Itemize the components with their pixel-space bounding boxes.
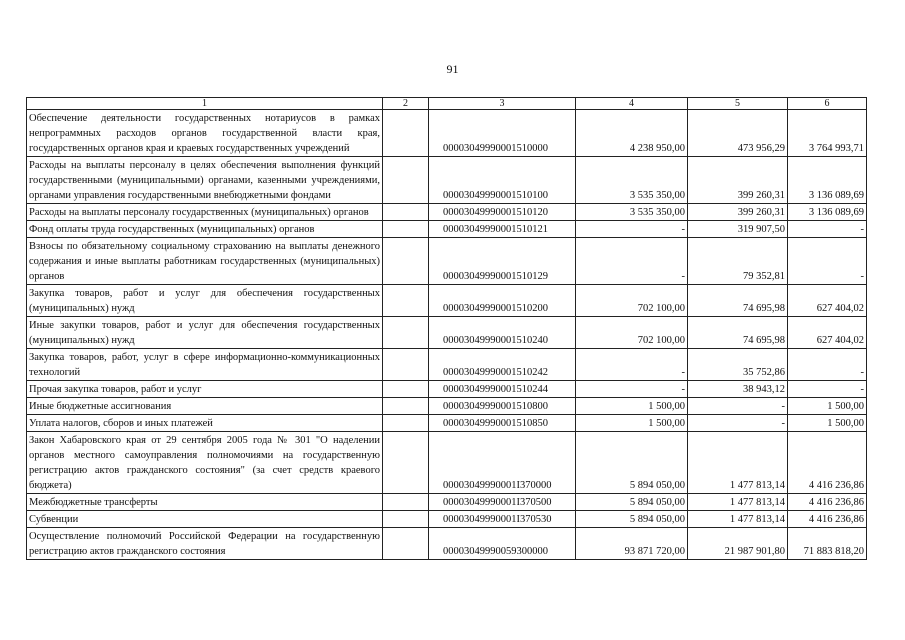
row-col2 — [383, 157, 429, 204]
row-col2 — [383, 238, 429, 285]
column-header: 1 — [27, 98, 383, 110]
row-approved: - — [576, 221, 688, 238]
row-col2 — [383, 381, 429, 398]
row-executed: - — [688, 415, 788, 432]
row-col2 — [383, 528, 429, 560]
row-unexecuted: 3 764 993,71 — [788, 110, 867, 157]
row-executed: 38 943,12 — [688, 381, 788, 398]
row-code: 00003049990059300000 — [429, 528, 576, 560]
row-col2 — [383, 415, 429, 432]
row-executed: - — [688, 398, 788, 415]
row-name: Осуществление полномочий Российской Федерации на государственную регистрацию актов гражданского состояния — [27, 528, 383, 560]
row-name: Расходы на выплаты персоналу в целях обеспечения выполнения функций государственными (муниципальными) органами, казенными учреждениями, органами управления государственными внебюджетными фондами — [27, 157, 383, 204]
row-code: 00003049990001I370530 — [429, 511, 576, 528]
row-executed: 1 477 813,14 — [688, 511, 788, 528]
row-col2 — [383, 110, 429, 157]
row-unexecuted: - — [788, 381, 867, 398]
row-col2 — [383, 511, 429, 528]
table-row — [27, 349, 867, 381]
table-row — [27, 221, 867, 238]
column-header: 2 — [383, 98, 429, 110]
row-name: Взносы по обязательному социальному страхованию на выплаты денежного содержания и иные выплаты работникам государственных (муниципальных) органов — [27, 238, 383, 285]
row-approved: 93 871 720,00 — [576, 528, 688, 560]
row-executed: 1 477 813,14 — [688, 432, 788, 494]
row-approved: 1 500,00 — [576, 415, 688, 432]
table-row — [27, 528, 867, 560]
row-name: Фонд оплаты труда государственных (муниципальных) органов — [27, 221, 383, 238]
column-header: 6 — [788, 98, 867, 110]
row-unexecuted: 627 404,02 — [788, 285, 867, 317]
row-code: 00003049990001I370000 — [429, 432, 576, 494]
row-col2 — [383, 221, 429, 238]
row-col2 — [383, 494, 429, 511]
table-row — [27, 511, 867, 528]
table-row — [27, 204, 867, 221]
row-code: 00003049990001510242 — [429, 349, 576, 381]
table-row — [27, 398, 867, 415]
table-header — [27, 98, 867, 110]
page-number: 91 — [446, 62, 459, 76]
row-executed: 35 752,86 — [688, 349, 788, 381]
row-unexecuted: - — [788, 221, 867, 238]
row-col2 — [383, 398, 429, 415]
row-executed: 74 695,98 — [688, 317, 788, 349]
row-code: 00003049990001510850 — [429, 415, 576, 432]
row-name: Субвенции — [27, 511, 383, 528]
row-name: Уплата налогов, сборов и иных платежей — [27, 415, 383, 432]
row-executed: 74 695,98 — [688, 285, 788, 317]
row-unexecuted: 1 500,00 — [788, 415, 867, 432]
row-code: 00003049990001510240 — [429, 317, 576, 349]
row-approved: 5 894 050,00 — [576, 494, 688, 511]
row-code: 00003049990001510129 — [429, 238, 576, 285]
row-name: Закупка товаров, работ и услуг для обеспечения государственных (муниципальных) нужд — [27, 285, 383, 317]
row-approved: 702 100,00 — [576, 317, 688, 349]
row-executed: 21 987 901,80 — [688, 528, 788, 560]
row-name: Обеспечение деятельности государственных нотариусов в рамках непрограммных расходов органов государственной власти края, государственных органов края и краевых государственных учреждений — [27, 110, 383, 157]
row-approved: - — [576, 381, 688, 398]
table-row — [27, 494, 867, 511]
row-name: Расходы на выплаты персоналу государственных (муниципальных) органов — [27, 204, 383, 221]
row-col2 — [383, 349, 429, 381]
row-col2 — [383, 204, 429, 221]
column-header: 3 — [429, 98, 576, 110]
row-approved: - — [576, 238, 688, 285]
row-executed: 319 907,50 — [688, 221, 788, 238]
table-row — [27, 238, 867, 285]
row-unexecuted: 4 416 236,86 — [788, 511, 867, 528]
row-approved: 702 100,00 — [576, 285, 688, 317]
row-code: 00003049990001510800 — [429, 398, 576, 415]
row-name: Закупка товаров, работ, услуг в сфере информационно-коммуникационных технологий — [27, 349, 383, 381]
row-name: Иные бюджетные ассигнования — [27, 398, 383, 415]
table-body — [27, 110, 867, 560]
table-row — [27, 432, 867, 494]
row-name: Закон Хабаровского края от 29 сентября 2005 года № 301 "О наделении органов местного самоуправления полномочиями на государственную регистрацию актов гражданского состояния" (за счет средств краевого бюджета) — [27, 432, 383, 494]
row-unexecuted: 3 136 089,69 — [788, 157, 867, 204]
row-code: 00003049990001510120 — [429, 204, 576, 221]
table-row — [27, 381, 867, 398]
row-name: Прочая закупка товаров, работ и услуг — [27, 381, 383, 398]
row-unexecuted: 1 500,00 — [788, 398, 867, 415]
row-code: 00003049990001I370500 — [429, 494, 576, 511]
row-name: Иные закупки товаров, работ и услуг для обеспечения государственных (муниципальных) нужд — [27, 317, 383, 349]
row-col2 — [383, 432, 429, 494]
row-approved: 1 500,00 — [576, 398, 688, 415]
table-row — [27, 317, 867, 349]
table-row — [27, 110, 867, 157]
row-unexecuted: 4 416 236,86 — [788, 494, 867, 511]
row-executed: 399 260,31 — [688, 204, 788, 221]
row-code: 00003049990001510200 — [429, 285, 576, 317]
row-name: Межбюджетные трансферты — [27, 494, 383, 511]
row-approved: - — [576, 349, 688, 381]
row-code: 00003049990001510000 — [429, 110, 576, 157]
row-executed: 399 260,31 — [688, 157, 788, 204]
table-row — [27, 157, 867, 204]
row-code: 00003049990001510244 — [429, 381, 576, 398]
row-executed: 79 352,81 — [688, 238, 788, 285]
row-executed: 1 477 813,14 — [688, 494, 788, 511]
budget-table — [26, 97, 867, 560]
row-executed: 473 956,29 — [688, 110, 788, 157]
row-unexecuted: 71 883 818,20 — [788, 528, 867, 560]
row-approved: 5 894 050,00 — [576, 511, 688, 528]
row-unexecuted: - — [788, 238, 867, 285]
row-unexecuted: 4 416 236,86 — [788, 432, 867, 494]
column-header: 4 — [576, 98, 688, 110]
row-approved: 3 535 350,00 — [576, 157, 688, 204]
row-unexecuted: 627 404,02 — [788, 317, 867, 349]
table-row — [27, 285, 867, 317]
row-code: 00003049990001510100 — [429, 157, 576, 204]
row-unexecuted: 3 136 089,69 — [788, 204, 867, 221]
column-header: 5 — [688, 98, 788, 110]
row-unexecuted: - — [788, 349, 867, 381]
header-row — [27, 98, 867, 110]
table-row — [27, 415, 867, 432]
row-col2 — [383, 317, 429, 349]
row-approved: 5 894 050,00 — [576, 432, 688, 494]
row-col2 — [383, 285, 429, 317]
row-code: 00003049990001510121 — [429, 221, 576, 238]
row-approved: 3 535 350,00 — [576, 204, 688, 221]
row-approved: 4 238 950,00 — [576, 110, 688, 157]
